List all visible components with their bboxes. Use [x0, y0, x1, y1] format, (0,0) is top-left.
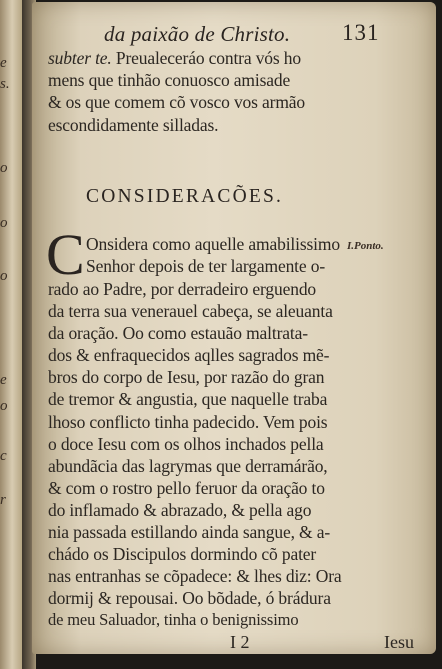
prev-page-fragment: o [0, 215, 8, 231]
drop-cap: C [46, 222, 85, 287]
prev-page-fragment: o [0, 398, 8, 414]
text-line: & com o rostro pello feruor da oração to [48, 478, 325, 498]
text-line: da terra sua venerauel cabeça, se aleuanta [48, 301, 333, 321]
text-line: nia passada estillando ainda sangue, & a- [48, 522, 331, 542]
line-text: escondidamente silladas. [48, 115, 219, 135]
prev-page-fragment: e [0, 55, 7, 71]
line-text: mens que tinhão conuosco amisade [48, 70, 291, 90]
margin-annotation: I.Ponto. [347, 240, 384, 252]
running-title: da paixão de Christo. [104, 22, 291, 46]
text-line: dos & enfraquecidos aqlles sagrados mẽ- [48, 345, 330, 365]
text-line [48, 115, 218, 136]
text-line: nas entranhas se cõpadece: & lhes diz: Ora [48, 566, 342, 586]
text-line: Senhor depois de ter largamente o- [86, 256, 326, 276]
prev-page-fragment: o [0, 160, 8, 176]
section-heading: CONSIDERACÕES. [86, 186, 284, 207]
text-line: abundãcia das lagrymas que derramárão, [48, 456, 328, 476]
signature-mark: I 2 [230, 632, 250, 652]
line-text: & os que comem cõ vosco vos armão [48, 92, 306, 112]
text-line [48, 70, 290, 91]
text-line: lhoso conflicto tinha padecido. Vem pois [48, 412, 328, 432]
line-text: Preualeceráo contra vós ho [111, 48, 301, 68]
text-line: de meu Saluador, tinha o benignissimo [48, 610, 299, 629]
prev-page-fragment: s. [0, 76, 10, 92]
prev-page-fragment: o [0, 268, 8, 284]
text-line: rado ao Padre, por derradeiro erguendo [48, 279, 317, 299]
page-number: 131 [342, 20, 380, 45]
prev-page-fragment: c [0, 448, 7, 464]
prev-page-fragment: r [0, 492, 6, 508]
text-line: chádo os Discipulos dormindo cõ pater [48, 544, 317, 564]
text-line: dormij & repousai. Oo bõdade, ó brádura [48, 588, 331, 608]
text-line [48, 48, 301, 69]
latin-citation: subter te. [48, 48, 112, 68]
text-line: da oração. Oo como estauão maltrata- [48, 323, 308, 343]
text-line: do inflamado & abrazado, & pella ago [48, 500, 312, 520]
text-line: bros do corpo de Iesu, por razão do gran [48, 367, 325, 387]
previous-page-edge [0, 0, 22, 669]
text-line: o doce Iesu com os olhos inchados pella [48, 434, 324, 454]
text-line: de tremor & angustia, que naquelle traba [48, 389, 328, 409]
text-line: Onsidera como aquelle amabilissimo [86, 234, 340, 254]
prev-page-fragment: e [0, 372, 7, 388]
book-page [32, 2, 436, 654]
catchword: Iesu [384, 632, 414, 652]
text-line [48, 92, 305, 113]
